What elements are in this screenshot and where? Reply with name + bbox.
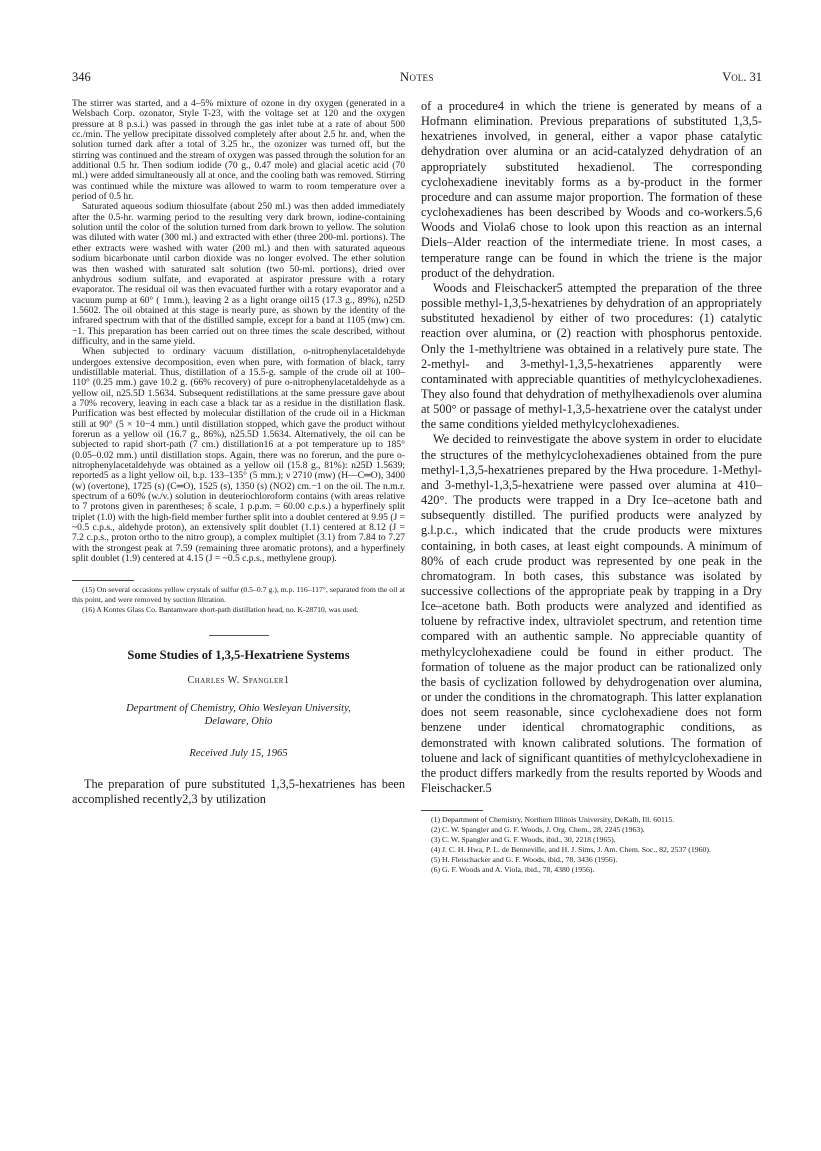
paragraph: Woods and Fleischacker5 attempted the preparation of the three possible methyl-1,3,5-hexatrienes by dehydration of an appropriately substituted hexadienol by either of two procedures: (1) catalytic reaction over alumina, or (2) reaction with phosphorus pentoxide. Only the 1-methyltriene was obtained in a relatively pure state. The 2-methyl- and 3-methyl-1,3,5-hexatrienes apparently were contaminated with appreciable quantities of methylcyclohexadienes. They also found that dehydration of methylhexadienols over alumina at 500° or passage of methyl-1,3,5-hexatriene over the catalyst under the same conditions yielded methylcyclohexadienes. [421,280,762,432]
footnote-rule [72,580,134,581]
received-date: Received July 15, 1965 [189,747,288,759]
footnotes [72,580,405,614]
reference: (6) G. F. Woods and A. Viola, ibid., 78, 4380 (1956). [431,864,595,874]
paragraph: The stirrer was started, and a 4–5% mixture of ozone in dry oxygen (generated in a Welsbach Corp. ozonator, Style T-23, with the voltage set at 120 and the oxygen pressure at 8 p.s.i.) was passed in through the gas inlet tube at a rate of about 500 cc./min. The yellow precipitate dissolved completely after about 2.5 hr. and, when the solution turned dark after a total of 3.25 hr., the ozonizer was turned off, but the stirring was continued and the stream of oxygen was passed through the solution for an additional 0.5 hr. Then sodium iodide (70 g., 0.47 mole) and glacial acetic acid (70 ml.) were added simultaneously all at once, and the cooling bath was removed. Stirring was continued while the mixture was allowed to warm to room temperature over a period of 0.5 hr. [72,99,405,203]
intro-paragraph: The preparation of pure substituted 1,3,5-hexatrienes has been accomplished recently2,3 by utilization [72,776,405,806]
affiliation-line: Department of Chemistry, Ohio Wesleyan University, [126,702,351,714]
reference: (4) J. C. H. Hwa, P. L. de Benneville, and H. J. Sims, J. Am. Chem. Soc., 82, 2537 (1960). [431,844,711,854]
footnote: (15) On several occasions yellow crystals of sulfur (0.5–0.7 g.), m.p. 116–117°, separated from the oil at this point, and were removed by suction filtration. [72,585,405,605]
body-text [421,99,762,796]
references [421,810,762,874]
affiliation [72,702,405,728]
author: Charles W. Spangler1 [187,674,290,686]
section-title: Notes [399,70,435,84]
article-separator [209,635,269,636]
page-number: 346 [72,70,91,84]
right-column [421,99,762,1109]
reference: (1) Department of Chemistry, Northern Illinois University, DeKalb, Ill. 60115. [431,815,675,825]
article-title: Some Studies of 1,3,5-Hexatriene Systems [127,647,350,662]
left-column [72,99,405,1109]
footnote-rule [421,810,483,811]
volume-label: Vol. 31 [722,70,762,84]
paragraph: We decided to reinvestigate the above system in order to elucidate the structures of the methylcyclohexadienes obtained from the pure methyl-1,3,5-hexatrienes prepared by the Hwa procedure. 1-Methyl- and 3-methyl-1,3,5-hexatriene were passed over alumina at 410–420°. The products were trapped in a Dry Ice–acetone bath and subsequently distilled. The purified products were analyzed by g.l.p.c., which indicated that the crude products were mixtures containing, in both cases, at least eight compounds. A minimum of 80% of each crude product was represented by one peak in the chromatogram. In both cases, this substance was isolated by successive collections of the appropriate peak by trapping in a Dry Ice–acetone bath. Both products were analyzed and identified as toluene by refractive index, ultraviolet spectrum, and retention time compared with an authentic sample. No appreciable quantity of methylcyclohexadiene could be found in either product. The formation of toluene as the major product can be rationalized only the basis of cyclization followed by dehydrogenation over alumina, or under the conditions in the chromatograph. This latter explanation does not seem reasonable, since cyclohexadiene does not form benzene under identical chromatographic conditions, as demonstrated with known calibrated solutions. The formation of toluene and lack of significant quantities of methylcyclohexadiene in the product differs markedly from the results reported by Woods and Fleischacker.5 [421,432,762,796]
experimental-text [72,99,405,564]
affiliation-line: Delaware, Ohio [204,715,273,727]
paragraph: of a procedure4 in which the triene is generated by means of a Hofmann elimination. Previous preparations of substituted 1,3,5-hexatrienes involved, in general, either a vapor phase catalytic dehydration over alumina or an acid-catalyzed dehydration of an appropriately substituted hexadienol. The corresponding cyclohexadiene inevitably forms as a by-product in the former procedure and can assume major proportion. The formation of these cyclohexadienes has been described by Woods and co-workers.5,6 Woods and Viola6 chose to look upon this reaction as an internal Diels–Alder reaction of the intermediate triene. In most cases, a temperature range can be found in which the triene is the major product of the dehydration. [421,99,762,280]
reference: (2) C. W. Spangler and G. F. Woods, J. Org. Chem., 28, 2245 (1963). [431,825,645,835]
paragraph: Saturated aqueous sodium thiosulfate (about 250 ml.) was then added immediately after the 0.5-hr. warming period to the resulting very dark brown, iodine-containing solution until the color of the solution turned from dark brown to yellow. The solution was diluted with water (300 ml.) and extracted with ether (three 200-ml. portions). The ether extracts were washed with water (200 ml.) and then with saturated aqueous sodium bicarbonate until carbon dioxide was no longer evolved. The ether solution was then washed with saturated salt solution (two 50-ml. portions), dried over anhydrous sodium sulfate, and evaporated at aspirator pressure with a rotary evaporator. The residual oil was then evacuated further with a rotary evaporator and a vacuum pump at 60° ( 1mm.), leaving 2 as a light orange oil15 (17.3 g., 89%), n25D 1.5602. The oil obtained at this stage is nearly pure, as shown by the identity of the infrared spectrum with that of the distilled sample, except for a band at 1105 (mw) cm.−1. This preparation has been carried out on three times the scale described, without difficulty, and in the same yield. [72,201,405,347]
footnote: (16) A Kontes Glass Co. Bantamware short-path distillation head, no. K-28710, was used. [82,604,359,614]
reference: (3) C. W. Spangler and G. F. Woods, ibid., 30, 2218 (1965). [431,835,616,844]
paragraph: When subjected to ordinary vacuum distillation, o-nitrophenylacetaldehyde undergoes extensive decomposition, even when pure, with formation of black, tarry undistillable material. Thus, distillation of a 15.5-g. sample of the crude oil at 100–110° (0.25 mm.) gave 10.2 g. (66% recovery) of pure o-nitrophenylacetaldehyde as a yellow oil, n25.5D 1.5634. Subsequent redistillations at the same pressure gave about a 70% recovery, leaving in each case a black tar as a residue in the distillation flask. Purification was best effected by molecular distillation of the crude oil in a Hickman still at 90° (5 × 10−4 mm.) until distillation stopped, which gave the product without forerun as a yellow oil (16.7 g., 86%), n25.5D 1.5634. Alternatively, the oil can be subjected to rapid short-path (7 cm.) distillation16 at a pot temperature up to 185° (0.05–0.02 mm.) until distillation stops. Again, there was no forerun, and the pure o-nitrophenylacetaldehyde was obtained as a yellow oil (15.8 g., 81%): n25D 1.5639; reported5 as a light yellow oil, b.p. 133–135° (5 mm.); ν 2710 (mw) (H—C═O), 3400 (w) (overtone), 1725 (s) (C═O), 1525 (s), 1350 (s) (NO2) cm.−1 on the oil. The n.m.r. spectrum of a 60% (w./v.) solution in deuteriochloroform contains (with areas relative to 7 protons given in parentheses; δ scale, 1 p.p.m. = 60.00 c.p.s.) a hyperfinely split triplet (1.0) with the high-field member further split into a doublet centered at 9.95 (J = ~0.5 c.p.s., aldehyde proton), an extensively split doublet (1.1) centered at 8.12 (J = 7.2 c.p.s., proton ortho to the nitro group), a complex multiplet (3.1) from 7.84 to 7.27 with the strongest peak at 7.59 (remaining three aromatic protons), and a hyperfinely split doublet (1.9) centered at 4.15 (J = ~0.5 c.p.s., methylene group). [72,346,405,565]
reference: (5) H. Fleischacker and G. F. Woods, ibid., 78, 3436 (1956). [431,854,618,864]
running-header [72,70,762,90]
